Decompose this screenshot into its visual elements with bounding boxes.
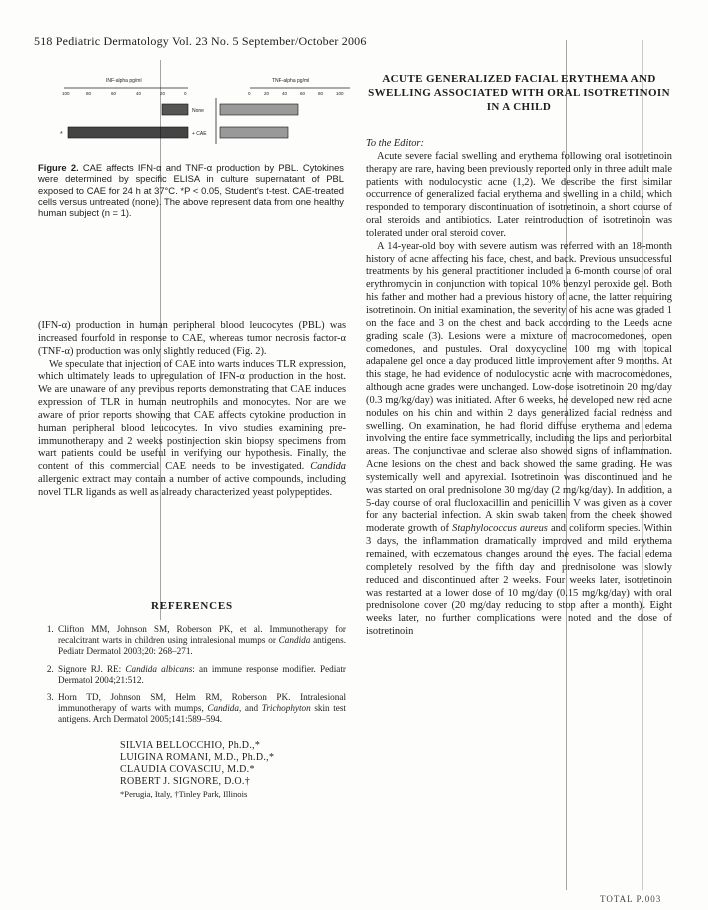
left-paragraph-2 bbox=[38, 359, 346, 500]
article-title: ACUTE GENERALIZED FACIAL ERYTHEMA AND SWELLING ASSOCIATED WITH ORAL ISOTRETINOIN IN A CHILD bbox=[368, 73, 670, 113]
left-tick-60: 60 bbox=[111, 91, 117, 96]
left-tick-20: 20 bbox=[160, 91, 166, 96]
right-axis-label: TNF-alpha pg/ml bbox=[272, 78, 310, 84]
author-4: ROBERT J. SIGNORE, D.O.† bbox=[120, 776, 251, 787]
left-ticks bbox=[62, 91, 187, 96]
references-list bbox=[38, 624, 346, 732]
left-tick-0: 0 bbox=[184, 91, 187, 96]
ref1-a: Clifton MM, Johnson SM, Roberson PK, et al. Immunotherapy for recalcitrant warts in children using intralesional mumps or bbox=[58, 624, 346, 646]
author-1: SILVIA BELLOCCHIO, Ph.D.,* bbox=[120, 740, 261, 751]
author-2: LUIGINA ROMANI, M.D., Ph.D.,* bbox=[120, 752, 275, 763]
ref3-a: Horn TD, Johnson SM, Helm RM, Roberson PK. Intralesional immunotherapy of warts with mumps, bbox=[58, 692, 346, 714]
fax-footer: TOTAL P.003 bbox=[600, 894, 662, 904]
row-label-none: None bbox=[192, 108, 204, 114]
reference-1 bbox=[56, 624, 346, 658]
right-tick-40: 40 bbox=[282, 91, 288, 96]
to-the-editor: To the Editor: bbox=[366, 138, 424, 149]
right-tick-20: 20 bbox=[264, 91, 270, 96]
ref3-italic-1: Candida bbox=[207, 703, 239, 714]
row-label-cae: + CAE bbox=[192, 131, 207, 137]
author-3: CLAUDIA COVASCIU, M.D.* bbox=[120, 764, 255, 775]
ref1-italic: Candida bbox=[278, 635, 311, 646]
right-tick-100: 100 bbox=[336, 91, 344, 96]
left-column bbox=[38, 320, 346, 500]
right-p2-italic: Staphylococcus aureus bbox=[452, 523, 548, 535]
right-paragraph-1: Acute severe facial swelling and erythema following oral isotretinoin therapy are rare, having been previously reported only in three adult male patients with nodulocystic acne (1,2). We describe the first similar occurrence of generalized facial erythema and swelling in a child, which responded to temporary discontinuation of isotretinoin, a short course of oral steroids and antibiotics. Later reintroduction of isotretinoin was tolerated under oral steroid cover. bbox=[366, 150, 672, 239]
right-ticks bbox=[248, 91, 344, 96]
running-header: 518 Pediatric Dermatology Vol. 23 No. 5 September/October 2006 bbox=[34, 34, 367, 48]
left-axis-label: INF-alpha pg/ml bbox=[106, 78, 142, 84]
reference-3 bbox=[56, 692, 346, 726]
left-p2-text-a: We speculate that injection of CAE into warts induces TLR expression, which ultimately leads to upregulation of IFN-α production in the host. We are unaware of any previous reports demonstrating that CAE induces expression of TLR in human neutrophils and monocytes. Nor are we aware of prior reports showing that CAE affects cytokine production in human peripheral blood leucocytes. In vivo studies examining pre-immunotherapy and 2 weeks postinjection skin biopsy specimens from wart patients could be useful in verifying our hypothesis. Finally, the content of this commercial CAE needs to be investigated. bbox=[38, 358, 346, 473]
bar-ifn-none bbox=[162, 104, 188, 115]
ref1-b: antigens. Pediatr Dermatol 2003;20: 268–271. bbox=[58, 635, 346, 657]
right-tick-80: 80 bbox=[318, 91, 324, 96]
figure-2-bar-chart bbox=[50, 78, 350, 158]
ref3-italic-2: Trichophyton bbox=[261, 703, 311, 714]
caption-label: Figure 2. bbox=[38, 162, 79, 173]
scan-artifact-line-right bbox=[566, 40, 567, 890]
significance-marker: * bbox=[60, 131, 63, 138]
bar-tnf-none bbox=[220, 104, 298, 115]
figure-caption bbox=[38, 162, 344, 218]
left-p2-italic: Candida bbox=[310, 461, 346, 473]
right-p2-text-a: A 14-year-old boy with severe autism was referred with an 18-month history of acne affecting his face, chest, and back. Previous unsuccessful treatments by his general practitioner included a 6-month course of oral erythromycin in conjunction with topical 10% benzyl peroxide gel. Both his father and mother had a previous history of acne, the latter requiring isotretinoin. On initial examination, the severity of his acne was graded 1 on the face and 3 on the chest and back according to the Leeds acne grading scale (3). Lesions were a mixture of macrocomedones, open comedones, and pustules. Oral doxycycline 100 mg with topical adapalene gel once a day produced little improvement after 9 months. At this stage, he had evidence of nodulocystic acne with macrocomedones, although acne grades were unchanged. Low-dose isotretinoin 20 mg/day (0.3 mg/kg/day) was initiated. After 6 weeks, he developed new red acne nodules on his chin and within 2 days generalized facial redness and swelling. On examination, he had florid diffuse erythema and edema involving the entire face symmetrically, including the lips and periorbital areas. The conjunctivae and sclerae also showed signs of inflammation. Acne lesions on the chest and back showed the same grading. He was systemically well and apyrexial. Isotretinoin was discontinued and he was started on oral prednisolone 30 mg/day (2 mg/kg/day). In addition, a 5-day course of oral flucloxacillin and penicillin V was given as a cover for any bacterial infection. A skin swab taken from the cheek showed moderate growth of bbox=[366, 240, 672, 535]
right-column bbox=[366, 138, 672, 639]
left-tick-40: 40 bbox=[136, 91, 142, 96]
ref3-mid: , and bbox=[239, 703, 262, 714]
bar-ifn-cae bbox=[68, 127, 188, 138]
left-paragraph-1: (IFN-α) production in human peripheral blood leucocytes (PBL) was increased fourfold in response to CAE, whereas tumor necrosis factor-α (TNF-α) production was only slightly reduced (Fig. 2). bbox=[38, 320, 346, 357]
author-block bbox=[120, 740, 350, 800]
references-heading: REFERENCES bbox=[151, 600, 233, 612]
ref3-b: skin test antigens. Arch Dermatol 2005;141:589–594. bbox=[58, 703, 346, 725]
ref2-a: Signore RJ. RE: bbox=[58, 663, 126, 674]
right-p2-text-b: and coliform species. Within 3 days, the inflammation dramatically improved and mild erythema remained, with eczematous changes around the eyes. The facial edema completely resolved by the fifth day and prednisolone was slowly reduced and discontinued after 2 weeks. Four weeks later, isotretinoin was restarted at a lower dose of 10 mg/day (0.15 mg/kg/day) with oral prednisolone cover (20 mg/day reducing to stop after a month). Eight weeks later, no further complications were noted and the dose of isotretinoin bbox=[366, 523, 672, 638]
right-tick-0: 0 bbox=[248, 91, 251, 96]
bar-tnf-cae bbox=[220, 127, 288, 138]
author-affiliations: *Perugia, Italy, †Tinley Park, Illinois bbox=[120, 789, 248, 799]
caption-text: CAE affects IFN-α and TNF-α production by PBL. Cytokines were determined by specific ELISA in culture supernatant of PBL exposed to CAE for 24 h at 37°C. *P < 0.05, Student's t-test. CAE-treated cells versus untreated (none). The above represent data from one healthy human subject (n = 1). bbox=[38, 162, 344, 219]
left-tick-100: 100 bbox=[62, 91, 70, 96]
reference-2 bbox=[56, 664, 346, 686]
ref2-b: : an immune response modifier. Pediatr Dermatol 2004;21:512. bbox=[58, 663, 346, 685]
right-tick-60: 60 bbox=[300, 91, 306, 96]
left-tick-80: 80 bbox=[86, 91, 92, 96]
right-paragraph-2 bbox=[366, 241, 672, 639]
left-p2-text-b: allergenic extract may contain a number of active compounds, including novel TLR ligands as well as already characterized yeast polypeptides. bbox=[38, 474, 346, 498]
scan-artifact-line-left bbox=[160, 60, 161, 620]
ref2-italic: Candida albicans bbox=[125, 663, 193, 674]
scan-artifact-line-right-2 bbox=[642, 40, 643, 890]
